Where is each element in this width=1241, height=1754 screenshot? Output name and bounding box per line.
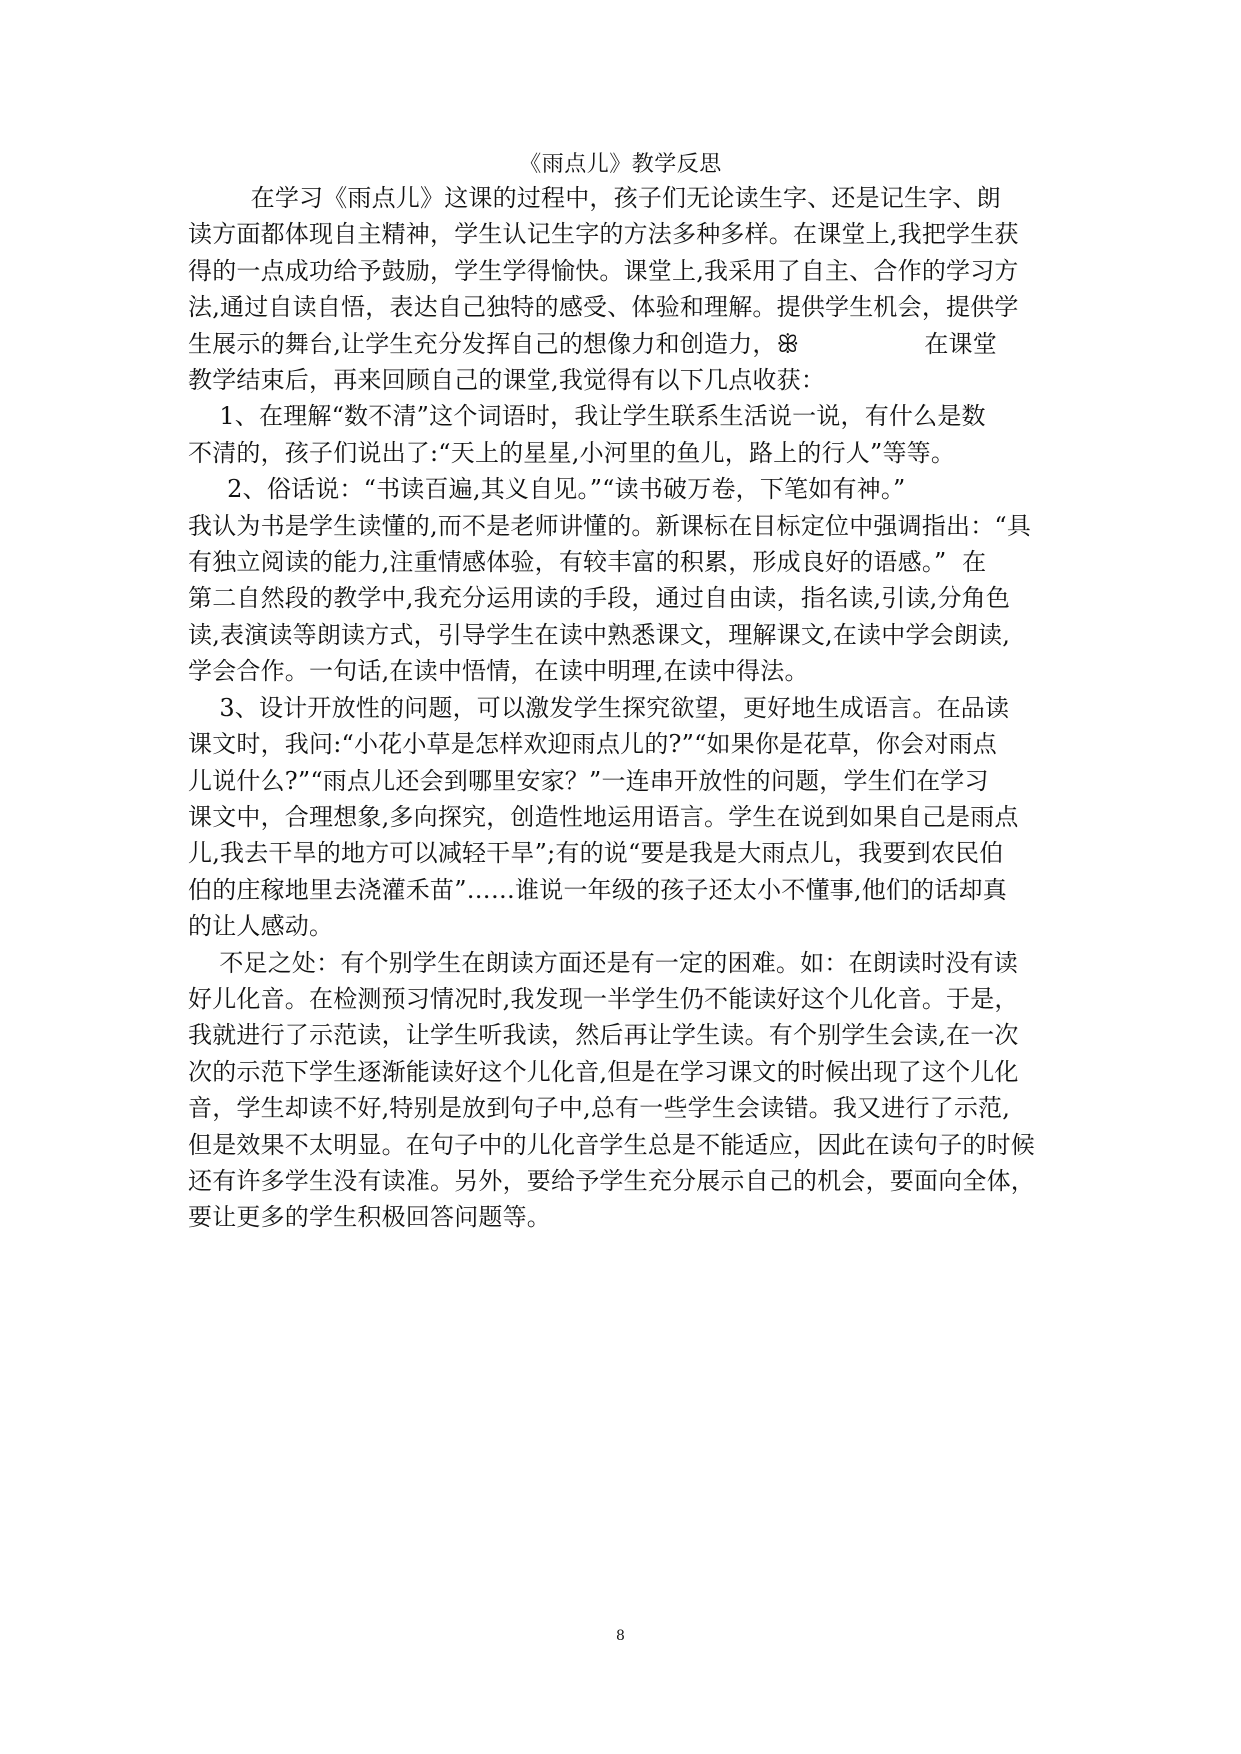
text-line: 学会合作。一句话,在读中悟情，在读中明理,在读中得法。 xyxy=(188,657,809,686)
text-line: 次的示范下学生逐渐能读好这个儿化音,但是在学习课文的时候出现了这个儿化 xyxy=(188,1057,1019,1086)
text-line: 不足之处：有个别学生在朗读方面还是有一定的困难。如：在朗读时没有读 xyxy=(188,948,1018,977)
document-body xyxy=(188,180,1048,1236)
text-line: 但是效果不太明显。在句子中的儿化音学生总是不能适应，因此在读句子的时候 xyxy=(188,1130,1035,1159)
text-line: 3、设计开放性的问题，可以激发学生探究欲望，更好地生成语言。在品读 xyxy=(188,693,1010,722)
text-line: 1、在理解“数不清”这个词语时，我让学生联系生活说一说，有什么是数 xyxy=(188,402,986,431)
text-line: 我就进行了示范读，让学生听我读，然后再让学生读。有个别学生会读,在一次 xyxy=(188,1021,1019,1050)
text-line: 的让人感动。 xyxy=(188,912,334,941)
text-line: 教学结束后，再来回顾自己的课堂,我觉得有以下几点收获： xyxy=(188,366,826,395)
text-line: 第二自然段的教学中,我充分运用读的手段，通过自由读，指名读,引读,分角色 xyxy=(188,584,1011,613)
text-line: 伯的庄稼地里去浇灌禾苗”……谁说一年级的孩子还太小不懂事,他们的话却真 xyxy=(188,875,1007,904)
text-line: 读方面都体现自主精神，学生认记生字的方法多种多样。在课堂上,我把学生获 xyxy=(188,220,1019,249)
text-line: 儿说什么?”“雨点儿还会到哪里安家？”一连串开放性的问题，学生们在学习 xyxy=(188,766,989,795)
text-line: 要让更多的学生积极回答问题等。 xyxy=(188,1203,551,1232)
text-line: 读,表演读等朗读方式，引导学生在读中熟悉课文，理解课文,在读中学会朗读, xyxy=(188,620,1011,649)
text-line: 2、俗话说：“书读百遍,其义自见。”“读书破万卷，下笔如有神。” xyxy=(188,475,906,504)
text-line: 课文时，我问:“小花小草是怎样欢迎雨点儿的?”“如果你是花草，你会对雨点 xyxy=(188,730,997,759)
text-line: 音，学生却读不好,特别是放到句子中,总有一些学生会读错。我又进行了示范, xyxy=(188,1094,1011,1123)
text-line: 我认为书是学生读懂的,而不是老师讲懂的。新课标在目标定位中强调指出：“具 xyxy=(188,511,1032,540)
text-line: 课文中，合理想象,多向探究，创造性地运用语言。学生在说到如果自己是雨点 xyxy=(188,802,1019,831)
text-line: 有独立阅读的能力,注重情感体验，有较丰富的积累，形成良好的语感。” 在 xyxy=(188,548,987,577)
text-line: 不清的，孩子们说出了:“天上的星星,小河里的鱼儿，路上的行人”等等。 xyxy=(188,438,956,467)
text-line: 还有许多学生没有读准。另外，要给予学生充分展示自己的机会，要面向全体， xyxy=(188,1166,1035,1195)
text-line: 好儿化音。在检测预习情况时,我发现一半学生仍不能读好这个儿化音。于是， xyxy=(188,984,1019,1013)
text-line: 得的一点成功给予鼓励，学生学得愉快。课堂上,我采用了自主、合作的学习方 xyxy=(188,256,1019,285)
text-line: 儿,我去干旱的地方可以减轻干旱”;有的说“要是我是大雨点儿，我要到农民伯 xyxy=(188,839,1004,868)
text-line: 法,通过自读自悟，表达自己独特的感受、体验和理解。提供学生机会，提供学 xyxy=(188,293,1019,322)
text-line: 生展示的舞台,让学生充分发挥自己的想像力和创造力，ꕥ 在课堂 xyxy=(188,329,997,358)
text-line: 在学习《雨点儿》这课的过程中，孩子们无论读生字、还是记生字、朗 xyxy=(188,184,1001,212)
document-title: 《雨点儿》教学反思 xyxy=(519,152,722,177)
page-number: 8 xyxy=(616,1628,625,1644)
